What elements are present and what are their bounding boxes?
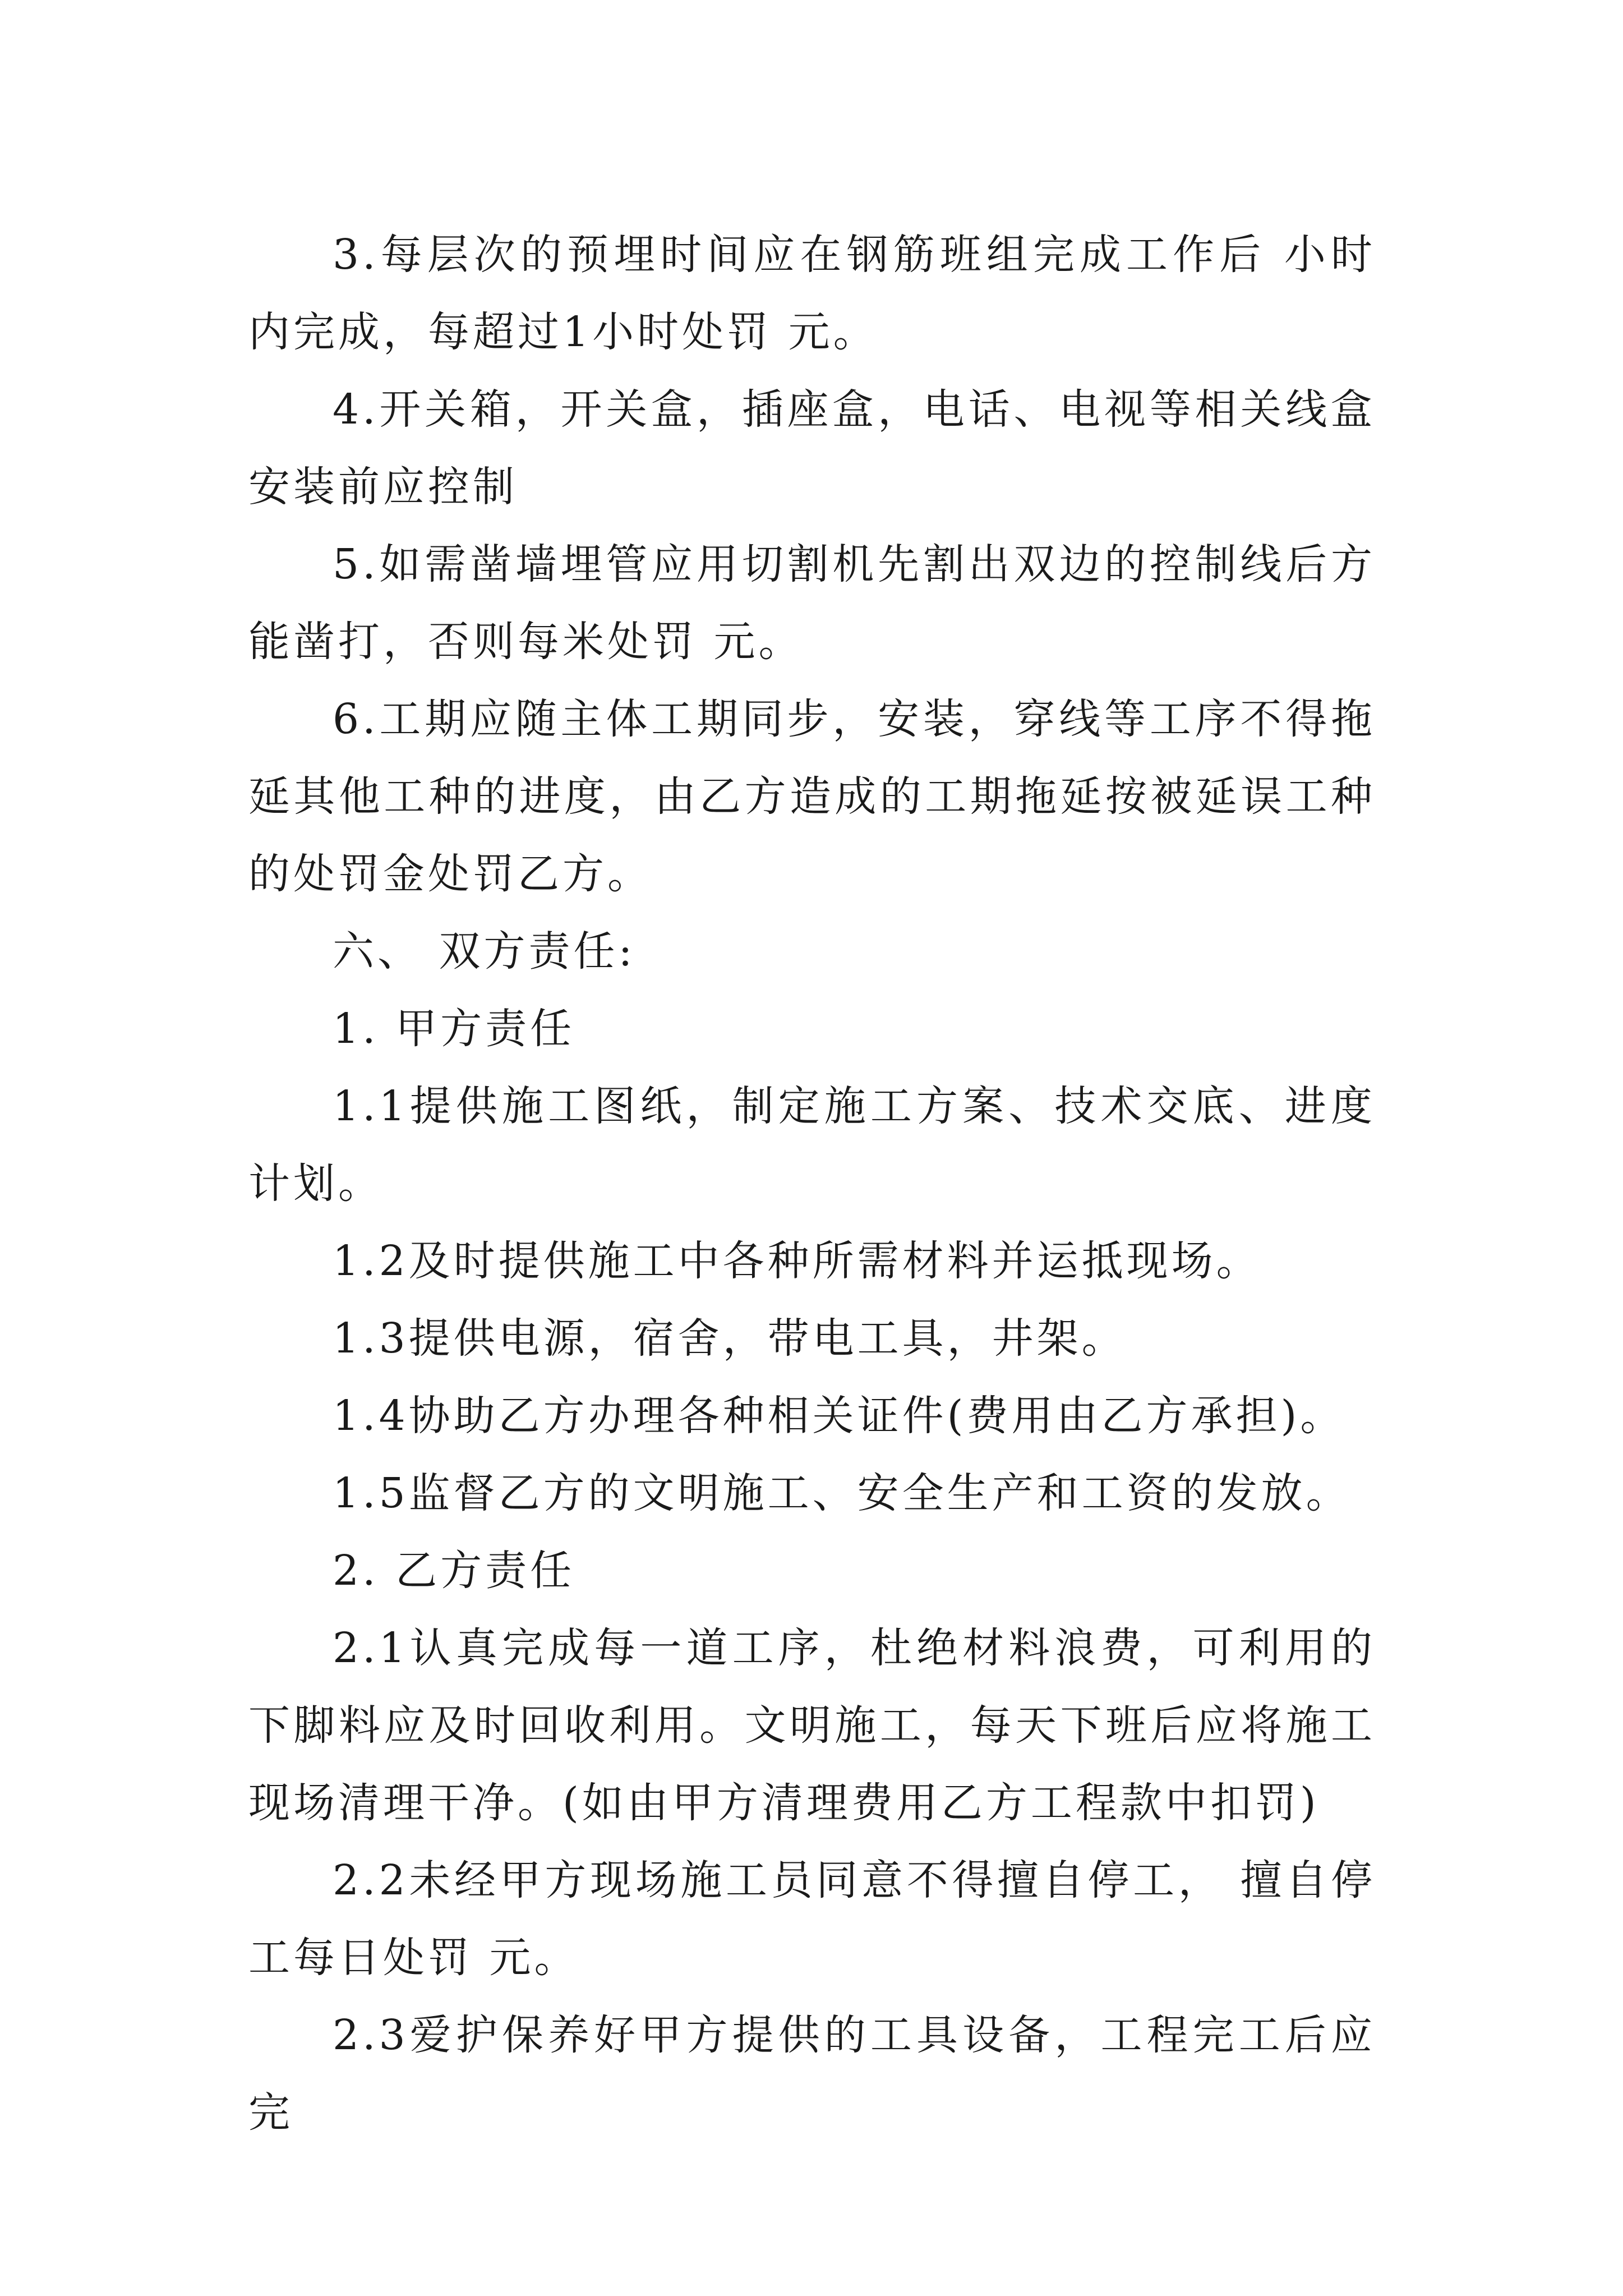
paragraph-embed-time-penalty: 3.每层次的预埋时间应在钢筋班组完成工作后 小时内完成，每超过1小时处罚 元。 [248,231,1376,356]
paragraph-party-b-2-3: 2.3爱护保养好甲方提供的工具设备，工程完工后应完 [248,2011,1376,2137]
subheading-party-a-responsibilities: 1. 甲方责任 [333,1005,575,1053]
subheading-party-b-responsibilities: 2. 乙方责任 [333,1547,575,1595]
paragraph-party-a-1-4: 1.4协助乙方办理各种相关证件(费用由乙方承担)。 [333,1392,1345,1440]
paragraph-switch-box-control: 4.开关箱，开关盒，插座盒，电话、电视等相关线盒安装前应控制 [248,385,1376,511]
paragraph-schedule-sync: 6.工期应随主体工期同步，安装，穿线等工序不得拖延其他工种的进度，由乙方造成的工期拖延按被延误工种的处罚金处罚乙方。 [248,695,1376,898]
paragraph-party-a-1-5: 1.5监督乙方的文明施工、安全生产和工资的发放。 [333,1469,1351,1517]
paragraph-party-a-1-2: 1.2及时提供施工中各种所需材料并运抵现场。 [333,1237,1261,1285]
paragraph-party-a-1-1: 1.1提供施工图纸，制定施工方案、技术交底、进度计划。 [248,1082,1376,1208]
section-heading-mutual-responsibilities: 六、 双方责任: [333,927,636,976]
document-body [248,216,1376,2151]
paragraph-party-b-2-2: 2.2未经甲方现场施工员同意不得擅自停工， 擅自停工每日处罚 元。 [248,1856,1376,1982]
paragraph-party-b-2-1: 2.1认真完成每一道工序，杜绝材料浪费，可利用的下脚料应及时回收利用。文明施工，每天下班后应将施工现场清理干净。(如由甲方清理费用乙方工程款中扣罚) [248,1624,1376,1827]
paragraph-party-a-1-3: 1.3提供电源，宿舍，带电工具，井架。 [333,1314,1127,1363]
paragraph-wall-chiseling: 5.如需凿墙埋管应用切割机先割出双边的控制线后方能凿打，否则每米处罚 元。 [248,540,1376,666]
